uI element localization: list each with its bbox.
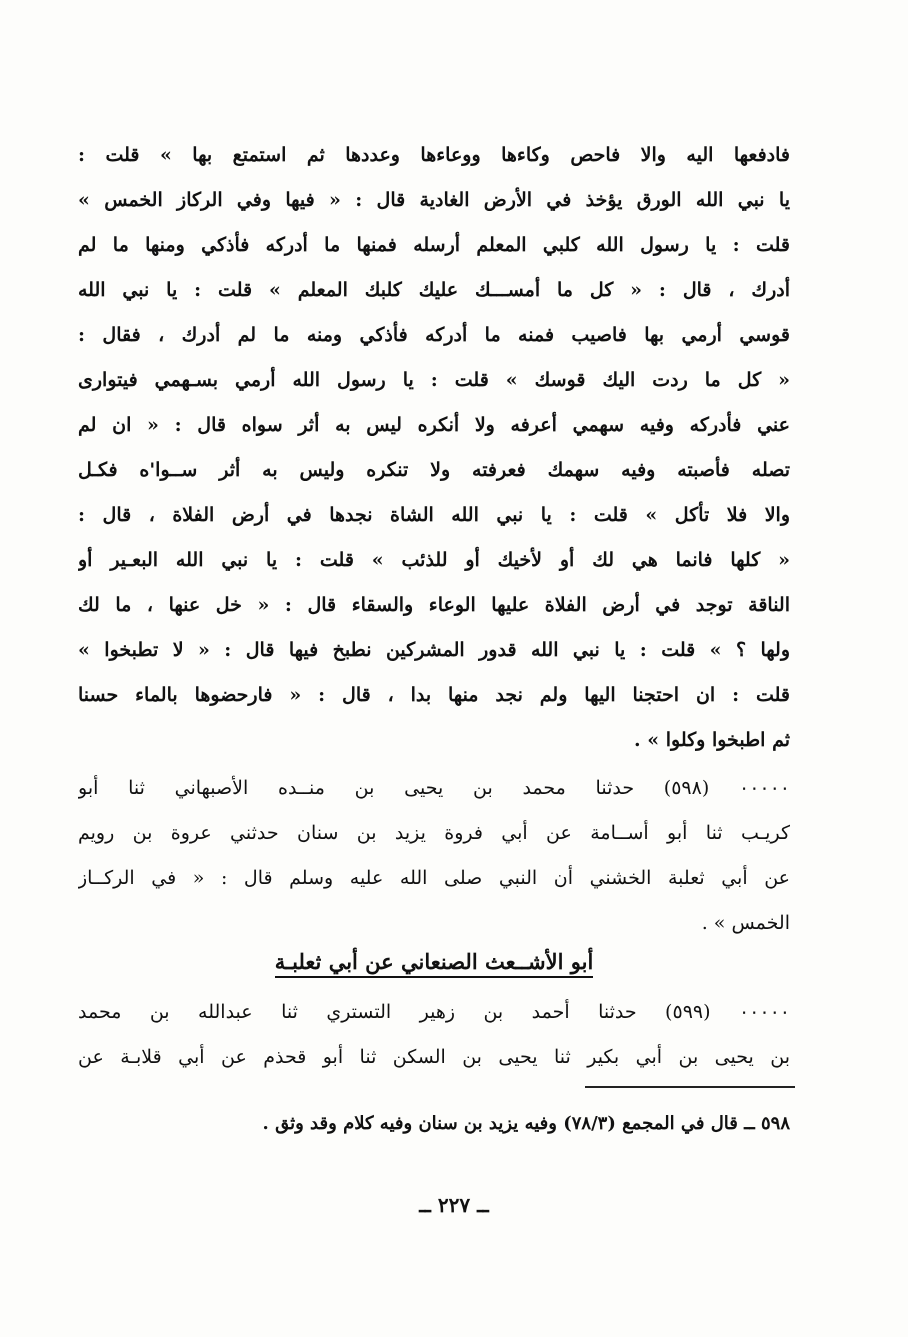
- text-line: عن أبي ثعلبة الخشني أن النبي صلى الله عليه وسلم قال : « في الركــاز: [78, 867, 790, 889]
- text-line: ٠٠٠٠٠ (٥٩٩) حدثنا أحمد بن زهير التستري ثنا عبدالله بن محمد: [78, 1001, 790, 1023]
- page-number: ــ ٢٢٧ ــ: [419, 1193, 489, 1217]
- text-line: قوسي أرمي بها فاصيب فمنه ما أدركه فأذكي ومنه ما لم أدرك ، فقال :: [78, 324, 790, 346]
- text-line: أدرك ، قال : « كل ما أمســـك عليك كلبك المعلم » قلت : يا نبي الله: [78, 279, 790, 301]
- text-line: يا نبي الله الورق يؤخذ في الأرض الغادية قال : « فيها وفي الركاز الخمس »: [78, 189, 790, 211]
- text-line: عني فأدركه وفيه سهمي أعرفه ولا أنكره ليس به أثر سواه قال : « ان لم: [78, 414, 790, 436]
- text-line: بن يحيى بن أبي بكير ثنا يحيى بن السكن ثنا أبو قحذم عن أبي قلابـة عن: [78, 1046, 790, 1068]
- section-heading: [78, 940, 790, 984]
- section-heading-text: أبو الأشــعث الصنعاني عن أبي ثعلبـة: [275, 949, 594, 978]
- hadith-598: [78, 766, 790, 946]
- text-line: ٠٠٠٠٠ (٥٩٨) حدثنا محمد بن يحيى بن منــده الأصبهاني ثنا أبو: [78, 777, 790, 799]
- main-text: [78, 133, 790, 763]
- text-line: ثم اطبخوا وكلوا » .: [634, 729, 790, 751]
- text-line: قلت : يا رسول الله كلبي المعلم أرسله فمنها ما أدركه فأذكي ومنها ما لم: [78, 234, 790, 256]
- text-line: ولها ؟ » قلت : يا نبي الله قدور المشركين نطبخ فيها قال : « لا تطبخوا »: [78, 639, 790, 661]
- text-line: « كل ما ردت اليك قوسك » قلت : يا رسول الله أرمي بسـهمي فيتوارى: [78, 369, 790, 391]
- text-line: كريـب ثنا أبو أســامة عن أبي فروة يزيد بن سنان حدثني عروة بن رويم: [78, 822, 790, 844]
- text-line: الخمس » .: [701, 912, 790, 934]
- hadith-599: [78, 990, 790, 1080]
- footnote: ٥٩٨ ــ قال في المجمع (٧٨/٣) وفيه يزيد بن سنان وفيه كلام وقد وثق .: [262, 1113, 790, 1134]
- text-line: قلت : ان احتجنا اليها ولم نجد منها بدا ، قال : « فارحضوها بالماء حسنا: [78, 684, 790, 706]
- text-line: الناقة توجد في أرض الفلاة عليها الوعاء والسقاء قال : « خل عنها ، ما لك: [78, 594, 790, 616]
- text-line: فادفعها اليه والا فاحص وكاءها ووعاءها وعددها ثم استمتع بها » قلت :: [78, 144, 790, 166]
- text-line: « كلها فانما هي لك أو لأخيك أو للذئب » قلت : يا نبي الله البعـير أو: [78, 549, 790, 571]
- text-line: تصله فأصبته وفيه سهمك فعرفته ولا تنكره وليس به أثر ســوا'ه فكـل: [78, 459, 790, 481]
- footnote-divider: [585, 1086, 795, 1088]
- text-line: والا فلا تأكل » قلت : يا نبي الله الشاة نجدها في أرض الفلاة ، قال :: [78, 504, 790, 526]
